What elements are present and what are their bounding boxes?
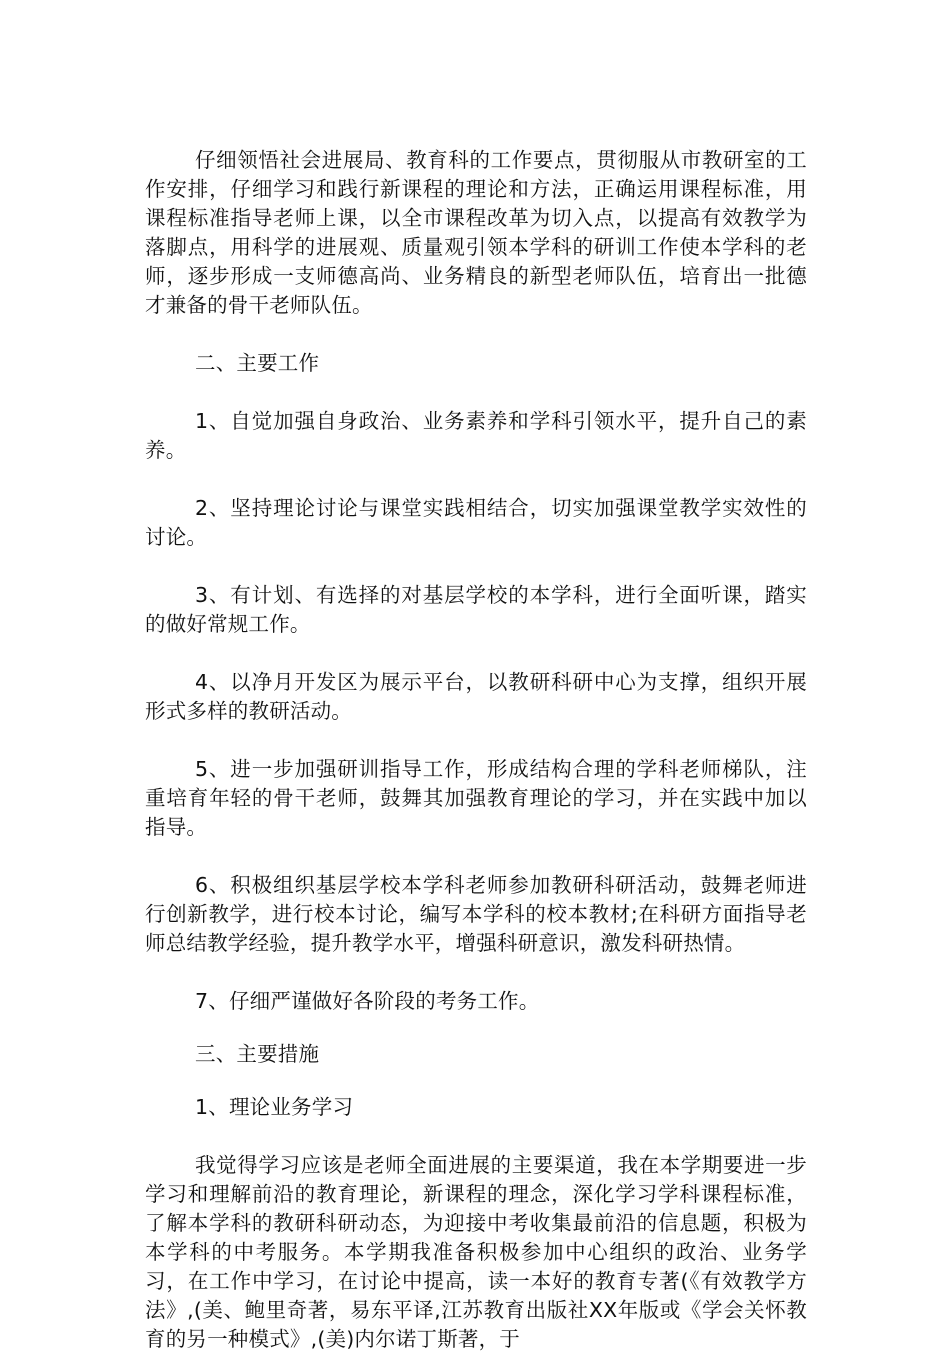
work-item-3: 3、有计划、有选择的对基层学校的本学科，进行全面听课，踏实的做好常规工作。 bbox=[145, 583, 807, 636]
work-item-5: 5、进一步加强研训指导工作，形成结构合理的学科老师梯队，注重培育年轻的骨干老师，鼓舞其加强教育理论的学习，并在实践中加以指导。 bbox=[145, 757, 807, 839]
intro-paragraph: 仔细领悟社会进展局、教育科的工作要点，贯彻服从市教研室的工作安排，仔细学习和践行新课程的理论和方法，正确运用课程标准，用课程标准指导老师上课，以全市课程改革为切入点，以提高有效教学为落脚点，用科学的进展观、质量观引领本学科的研训工作使本学科的老师，逐步形成一支师德高尚、业务精良的新型老师队伍，培育出一批德才兼备的骨干老师队伍。 bbox=[145, 148, 807, 317]
work-item-1: 1、自觉加强自身政治、业务素养和学科引领水平，提升自己的素养。 bbox=[145, 409, 807, 462]
section-heading-main-work: 二、主要工作 bbox=[195, 351, 320, 375]
work-item-4: 4、以净月开发区为展示平台，以教研科研中心为支撑，组织开展形式多样的教研活动。 bbox=[145, 670, 807, 723]
section-heading-measures: 三、主要措施 bbox=[195, 1042, 320, 1066]
work-item-6: 6、积极组织基层学校本学科老师参加教研科研活动，鼓舞老师进行创新教学，进行校本讨论，编写本学科的校本教材;在科研方面指导老师总结教学经验，提升教学水平，增强科研意识，激发科研热情。 bbox=[145, 873, 807, 955]
work-item-2: 2、坚持理论讨论与课堂实践相结合，切实加强课堂教学实效性的讨论。 bbox=[145, 496, 807, 549]
document-body bbox=[145, 146, 807, 1354]
measure-item-1-body: 我觉得学习应该是老师全面进展的主要渠道，我在本学期要进一步学习和理解前沿的教育理论，新课程的理念，深化学习学科课程标准，了解本学科的教研科研动态，为迎接中考收集最前沿的信息题，积极为本学科的中考服务。本学期我准备积极参加中心组织的政治、业务学习，在工作中学习，在讨论中提高，读一本好的教育专著(《有效教学方法》,(美、鲍里奇著，易东平译,江苏教育出版社XX年版或《学会关怀教育的另一种模式》,(美)内尔诺丁斯著，于 bbox=[145, 1153, 807, 1351]
measure-item-1-heading: 1、理论业务学习 bbox=[195, 1095, 354, 1119]
work-item-7: 7、仔细严谨做好各阶段的考务工作。 bbox=[195, 989, 540, 1013]
